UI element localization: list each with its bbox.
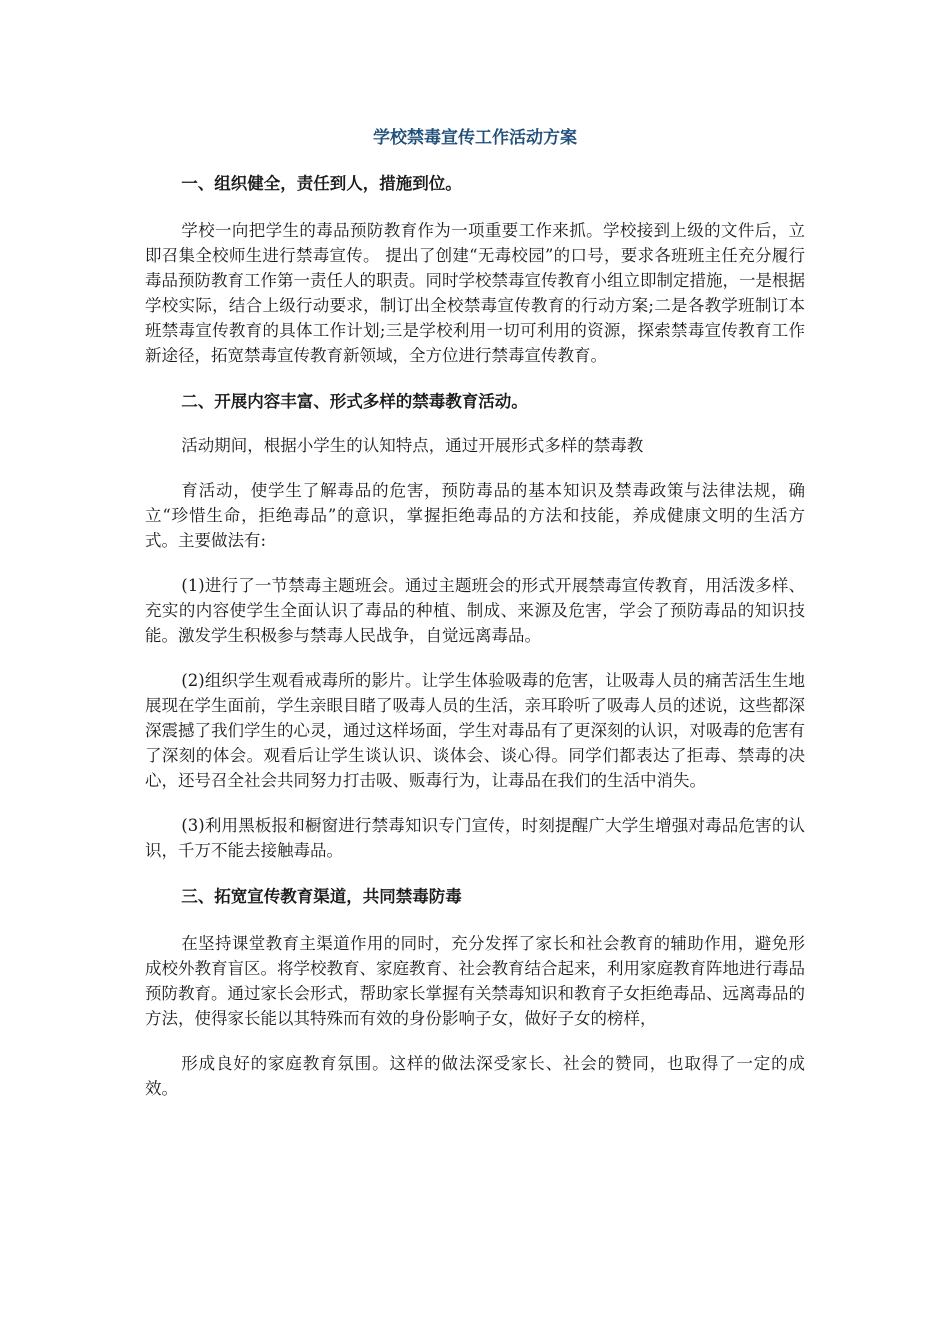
paragraph-2: 活动期间，根据小学生的认知特点，通过开展形式多样的禁毒教 [181, 436, 644, 455]
document-title: 学校禁毒宣传工作活动方案 [373, 128, 577, 148]
paragraph-1: 学校一向把学生的毒品预防教育作为一项重要工作来抓。学校接到上级的文件后，立即召集全校师生进行禁毒宣传。 提出了创建“无毒校园”的口号，要求各班班主任充分履行毒品预防教育工作第一责任人的职责。同时学校禁毒宣传教育小组立即制定措施，一是根据学校实际，结合上级行动要求，制订出全校禁毒宣传教育的行动方案;二是各教学班制订本班禁毒宣传教育的具体工作计划;三是学校利用一切可利用的资源，探索禁毒宣传教育工作新途径，拓宽禁毒宣传教育新领域，全方位进行禁毒宣传教育。 [145, 221, 805, 365]
section-heading-1: 一、组织健全，责任到人，措施到位。 [181, 174, 462, 193]
list-item-1: (1)进行了一节禁毒主题班会。通过主题班会的形式开展禁毒宣传教育，用活泼多样、充实的内容使学生全面认识了毒品的种植、制成、来源及危害，学会了预防毒品的知识技能。激发学生积极参与禁毒人民战争，自觉远离毒品。 [145, 576, 805, 645]
section-heading-2: 二、开展内容丰富、形式多样的禁毒教育活动。 [181, 392, 528, 411]
section-heading-3: 三、拓宽宣传教育渠道，共同禁毒防毒 [181, 887, 462, 906]
list-item-2: (2)组织学生观看戒毒所的影片。让学生体验吸毒的危害，让吸毒人员的痛苦活生生地展现在学生面前，学生亲眼目睹了吸毒人员的生活，亲耳聆听了吸毒人员的述说，这些都深深震撼了我们学生的心灵，通过这样场面，学生对毒品有了更深刻的认识，对吸毒的危害有了深刻的体会。观看后让学生谈认识、谈体会、谈心得。同学们都表达了拒毒、禁毒的决心，还号召全社会共同努力打击吸、贩毒行为，让毒品在我们的生活中消失。 [145, 671, 805, 790]
list-item-3: (3)利用黑板报和橱窗进行禁毒知识专门宣传，时刻提醒广大学生增强对毒品危害的认识，千万不能去接触毒品。 [145, 816, 805, 860]
paragraph-5: 形成良好的家庭教育氛围。这样的做法深受家长、社会的赞同，也取得了一定的成效。 [145, 1054, 805, 1098]
document-page [145, 124, 805, 1121]
paragraph-3: 育活动，使学生了解毒品的危害，预防毒品的基本知识及禁毒政策与法律法规，确立“珍惜生命，拒绝毒品”的意识，掌握拒绝毒品的方法和技能，养成健康文明的生活方式。主要做法有: [145, 481, 805, 550]
paragraph-4: 在坚持课堂教育主渠道作用的同时，充分发挥了家长和社会教育的辅助作用，避免形成校外教育盲区。将学校教育、家庭教育、社会教育结合起来，利用家庭教育阵地进行毒品预防教育。通过家长会形式，帮助家长掌握有关禁毒知识和教育子女拒绝毒品、远离毒品的方法，使得家长能以其特殊而有效的身份影响子女，做好子女的榜样， [145, 934, 805, 1028]
